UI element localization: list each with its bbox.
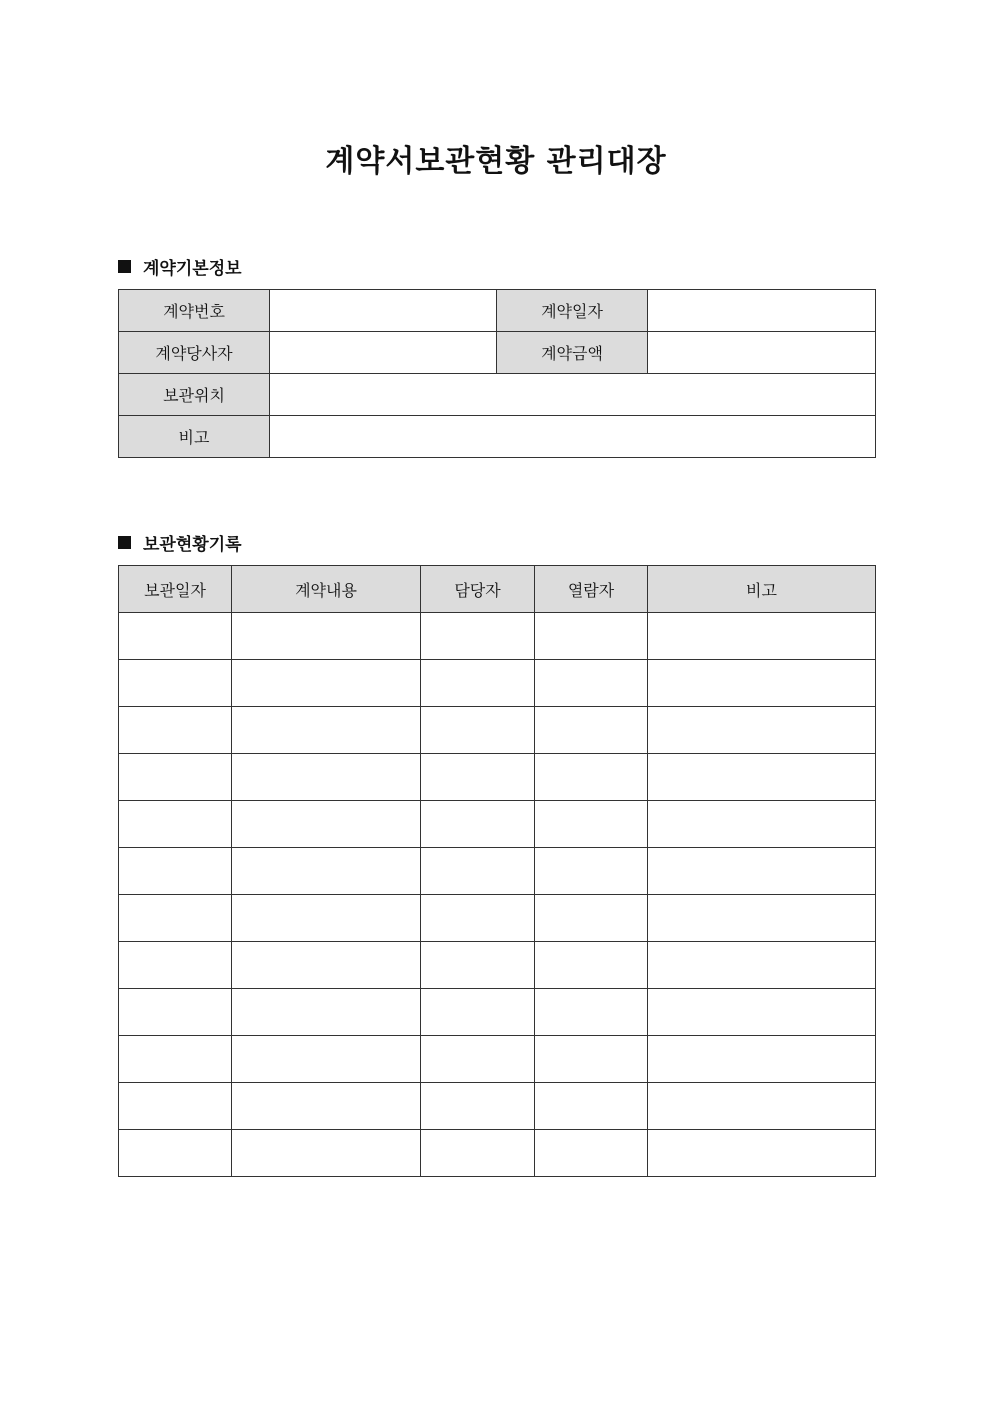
viewer-cell[interactable]	[535, 1130, 648, 1177]
contract-content-cell[interactable]	[232, 895, 421, 942]
storage-date-cell[interactable]	[119, 848, 232, 895]
section-heading-label: 계약기본정보	[143, 259, 242, 279]
manager-cell[interactable]	[421, 1036, 535, 1083]
storage-date-cell[interactable]	[119, 1083, 232, 1130]
viewer-cell[interactable]	[535, 707, 648, 754]
square-bullet-icon	[118, 536, 131, 549]
table-row	[119, 707, 876, 754]
table-row	[119, 942, 876, 989]
storage-date-cell[interactable]	[119, 754, 232, 801]
table-row	[119, 989, 876, 1036]
table-row	[119, 848, 876, 895]
manager-cell[interactable]	[421, 613, 535, 660]
page-title: 계약서보관현황 관리대장	[325, 144, 667, 179]
table-row	[119, 660, 876, 707]
location-label: 보관위치	[119, 374, 270, 416]
note-label: 비고	[119, 416, 270, 458]
note-cell[interactable]	[648, 613, 876, 660]
manager-cell[interactable]	[421, 989, 535, 1036]
amount-label: 계약금액	[497, 332, 648, 374]
location-field[interactable]	[270, 374, 876, 416]
table-row	[119, 801, 876, 848]
contract-content-cell[interactable]	[232, 989, 421, 1036]
storage-date-cell[interactable]	[119, 1130, 232, 1177]
note-cell[interactable]	[648, 801, 876, 848]
note-field[interactable]	[270, 416, 876, 458]
viewer-cell[interactable]	[535, 660, 648, 707]
storage-date-cell[interactable]	[119, 942, 232, 989]
contract-content-cell[interactable]	[232, 660, 421, 707]
note-cell[interactable]	[648, 660, 876, 707]
note-cell[interactable]	[648, 707, 876, 754]
column-header-note: 비고	[648, 566, 876, 613]
storage-date-cell[interactable]	[119, 707, 232, 754]
contract-content-cell[interactable]	[232, 942, 421, 989]
manager-cell[interactable]	[421, 801, 535, 848]
contract-no-label: 계약번호	[119, 290, 270, 332]
party-field[interactable]	[270, 332, 497, 374]
note-cell[interactable]	[648, 1130, 876, 1177]
table-row	[119, 416, 876, 458]
contract-content-cell[interactable]	[232, 613, 421, 660]
column-header-viewer: 열람자	[535, 566, 648, 613]
table-row	[119, 1083, 876, 1130]
storage-date-cell[interactable]	[119, 660, 232, 707]
contract-content-cell[interactable]	[232, 1036, 421, 1083]
viewer-cell[interactable]	[535, 754, 648, 801]
table-row	[119, 1130, 876, 1177]
manager-cell[interactable]	[421, 754, 535, 801]
party-label: 계약당사자	[119, 332, 270, 374]
table-row	[119, 613, 876, 660]
column-header-contract-content: 계약내용	[232, 566, 421, 613]
manager-cell[interactable]	[421, 1130, 535, 1177]
section-heading-label: 보관현황기록	[143, 535, 242, 555]
table-row	[119, 374, 876, 416]
contract-content-cell[interactable]	[232, 707, 421, 754]
note-cell[interactable]	[648, 1083, 876, 1130]
table-row	[119, 1036, 876, 1083]
column-header-storage-date: 보관일자	[119, 566, 232, 613]
viewer-cell[interactable]	[535, 848, 648, 895]
table-row	[119, 332, 876, 374]
manager-cell[interactable]	[421, 942, 535, 989]
contract-content-cell[interactable]	[232, 801, 421, 848]
amount-field[interactable]	[648, 332, 876, 374]
note-cell[interactable]	[648, 942, 876, 989]
viewer-cell[interactable]	[535, 801, 648, 848]
viewer-cell[interactable]	[535, 1036, 648, 1083]
manager-cell[interactable]	[421, 895, 535, 942]
note-cell[interactable]	[648, 848, 876, 895]
viewer-cell[interactable]	[535, 895, 648, 942]
table-header-row	[119, 566, 876, 613]
basic-info-table	[118, 289, 876, 458]
storage-date-cell[interactable]	[119, 613, 232, 660]
contract-date-field[interactable]	[648, 290, 876, 332]
table-row	[119, 895, 876, 942]
storage-date-cell[interactable]	[119, 1036, 232, 1083]
note-cell[interactable]	[648, 989, 876, 1036]
contract-content-cell[interactable]	[232, 1083, 421, 1130]
contract-content-cell[interactable]	[232, 1130, 421, 1177]
column-header-manager: 담당자	[421, 566, 535, 613]
contract-content-cell[interactable]	[232, 848, 421, 895]
table-row	[119, 754, 876, 801]
viewer-cell[interactable]	[535, 613, 648, 660]
manager-cell[interactable]	[421, 1083, 535, 1130]
contract-content-cell[interactable]	[232, 754, 421, 801]
viewer-cell[interactable]	[535, 942, 648, 989]
note-cell[interactable]	[648, 895, 876, 942]
viewer-cell[interactable]	[535, 1083, 648, 1130]
manager-cell[interactable]	[421, 848, 535, 895]
storage-date-cell[interactable]	[119, 801, 232, 848]
storage-date-cell[interactable]	[119, 989, 232, 1036]
square-bullet-icon	[118, 260, 131, 273]
table-row	[119, 290, 876, 332]
contract-no-field[interactable]	[270, 290, 497, 332]
contract-date-label: 계약일자	[497, 290, 648, 332]
storage-date-cell[interactable]	[119, 895, 232, 942]
note-cell[interactable]	[648, 754, 876, 801]
viewer-cell[interactable]	[535, 989, 648, 1036]
section-heading-records	[118, 530, 242, 555]
records-table	[118, 565, 876, 1177]
manager-cell[interactable]	[421, 707, 535, 754]
manager-cell[interactable]	[421, 660, 535, 707]
note-cell[interactable]	[648, 1036, 876, 1083]
section-heading-basic-info	[118, 254, 242, 279]
